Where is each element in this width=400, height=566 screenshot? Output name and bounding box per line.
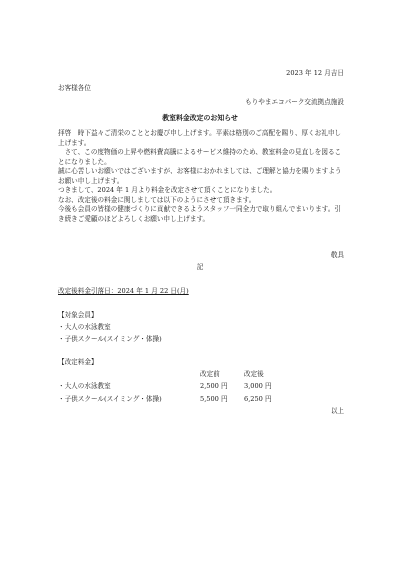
fee-row-before: 2,500 円 [200,382,228,390]
fees-label: 【改定料金】 [58,358,98,366]
course-item: ・子供スクール(スイミング・体操) [58,335,162,343]
fee-row-before: 5,500 円 [200,395,228,403]
sender-name: もりやまエコパーク交流拠点施設 [245,98,344,106]
body-paragraph: 拝啓 時下益々ご清栄のこととお慶び申し上げます。平素は格別のご高配を賜り、厚くお礼申し上げます。 [58,129,342,147]
effective-date: 改定後料金引落日：2024 年 1 月 22 日(月) [58,287,189,295]
fee-header-after: 改定後 [244,370,264,378]
closing-keigu: 敬具 [330,251,344,259]
fee-header-before: 改定前 [200,370,220,378]
letter-body [58,129,346,224]
fee-row-after: 6,250 円 [244,395,272,403]
document-title: 教室料金改定のお知らせ [162,114,238,122]
body-paragraph: つきまして、2024 年 1 月より料金を改定させて頂くことになりました。 [58,186,277,195]
course-item: ・大人の水泳教室 [58,323,111,331]
fee-row-after: 3,000 円 [244,382,272,390]
body-paragraph: 誠に心苦しいお願いではございますが、お客様におかれましては、ご理解と協力を賜りますようお願い申し上げます。 [58,167,342,185]
body-paragraph: さて、この度物価の上昇や燃料費高騰によるサービス維持のため、教室料金の見直しを図ることになりました。 [58,148,342,166]
issue-date: 2023 年 12 月吉日 [286,69,344,77]
recipient: お客様各位 [58,84,91,92]
courses-label: 【対象会員】 [58,311,98,319]
body-paragraph: なお、改定後の料金に関しましては以下のようにさせて頂きます。 [58,195,256,204]
notes-heading: 記 [196,263,204,271]
fee-row-name: ・大人の水泳教室 [58,382,111,390]
body-paragraph: 今後も会員の皆様の健康づくりに貢献できるようスタッフ一同全力で取り組んでまいります。引き続きご愛顧のほどよろしくお願い申し上げます。 [58,205,342,223]
fee-row-name: ・子供スクール(スイミング・体操) [58,395,162,403]
end-mark: 以上 [330,407,344,415]
